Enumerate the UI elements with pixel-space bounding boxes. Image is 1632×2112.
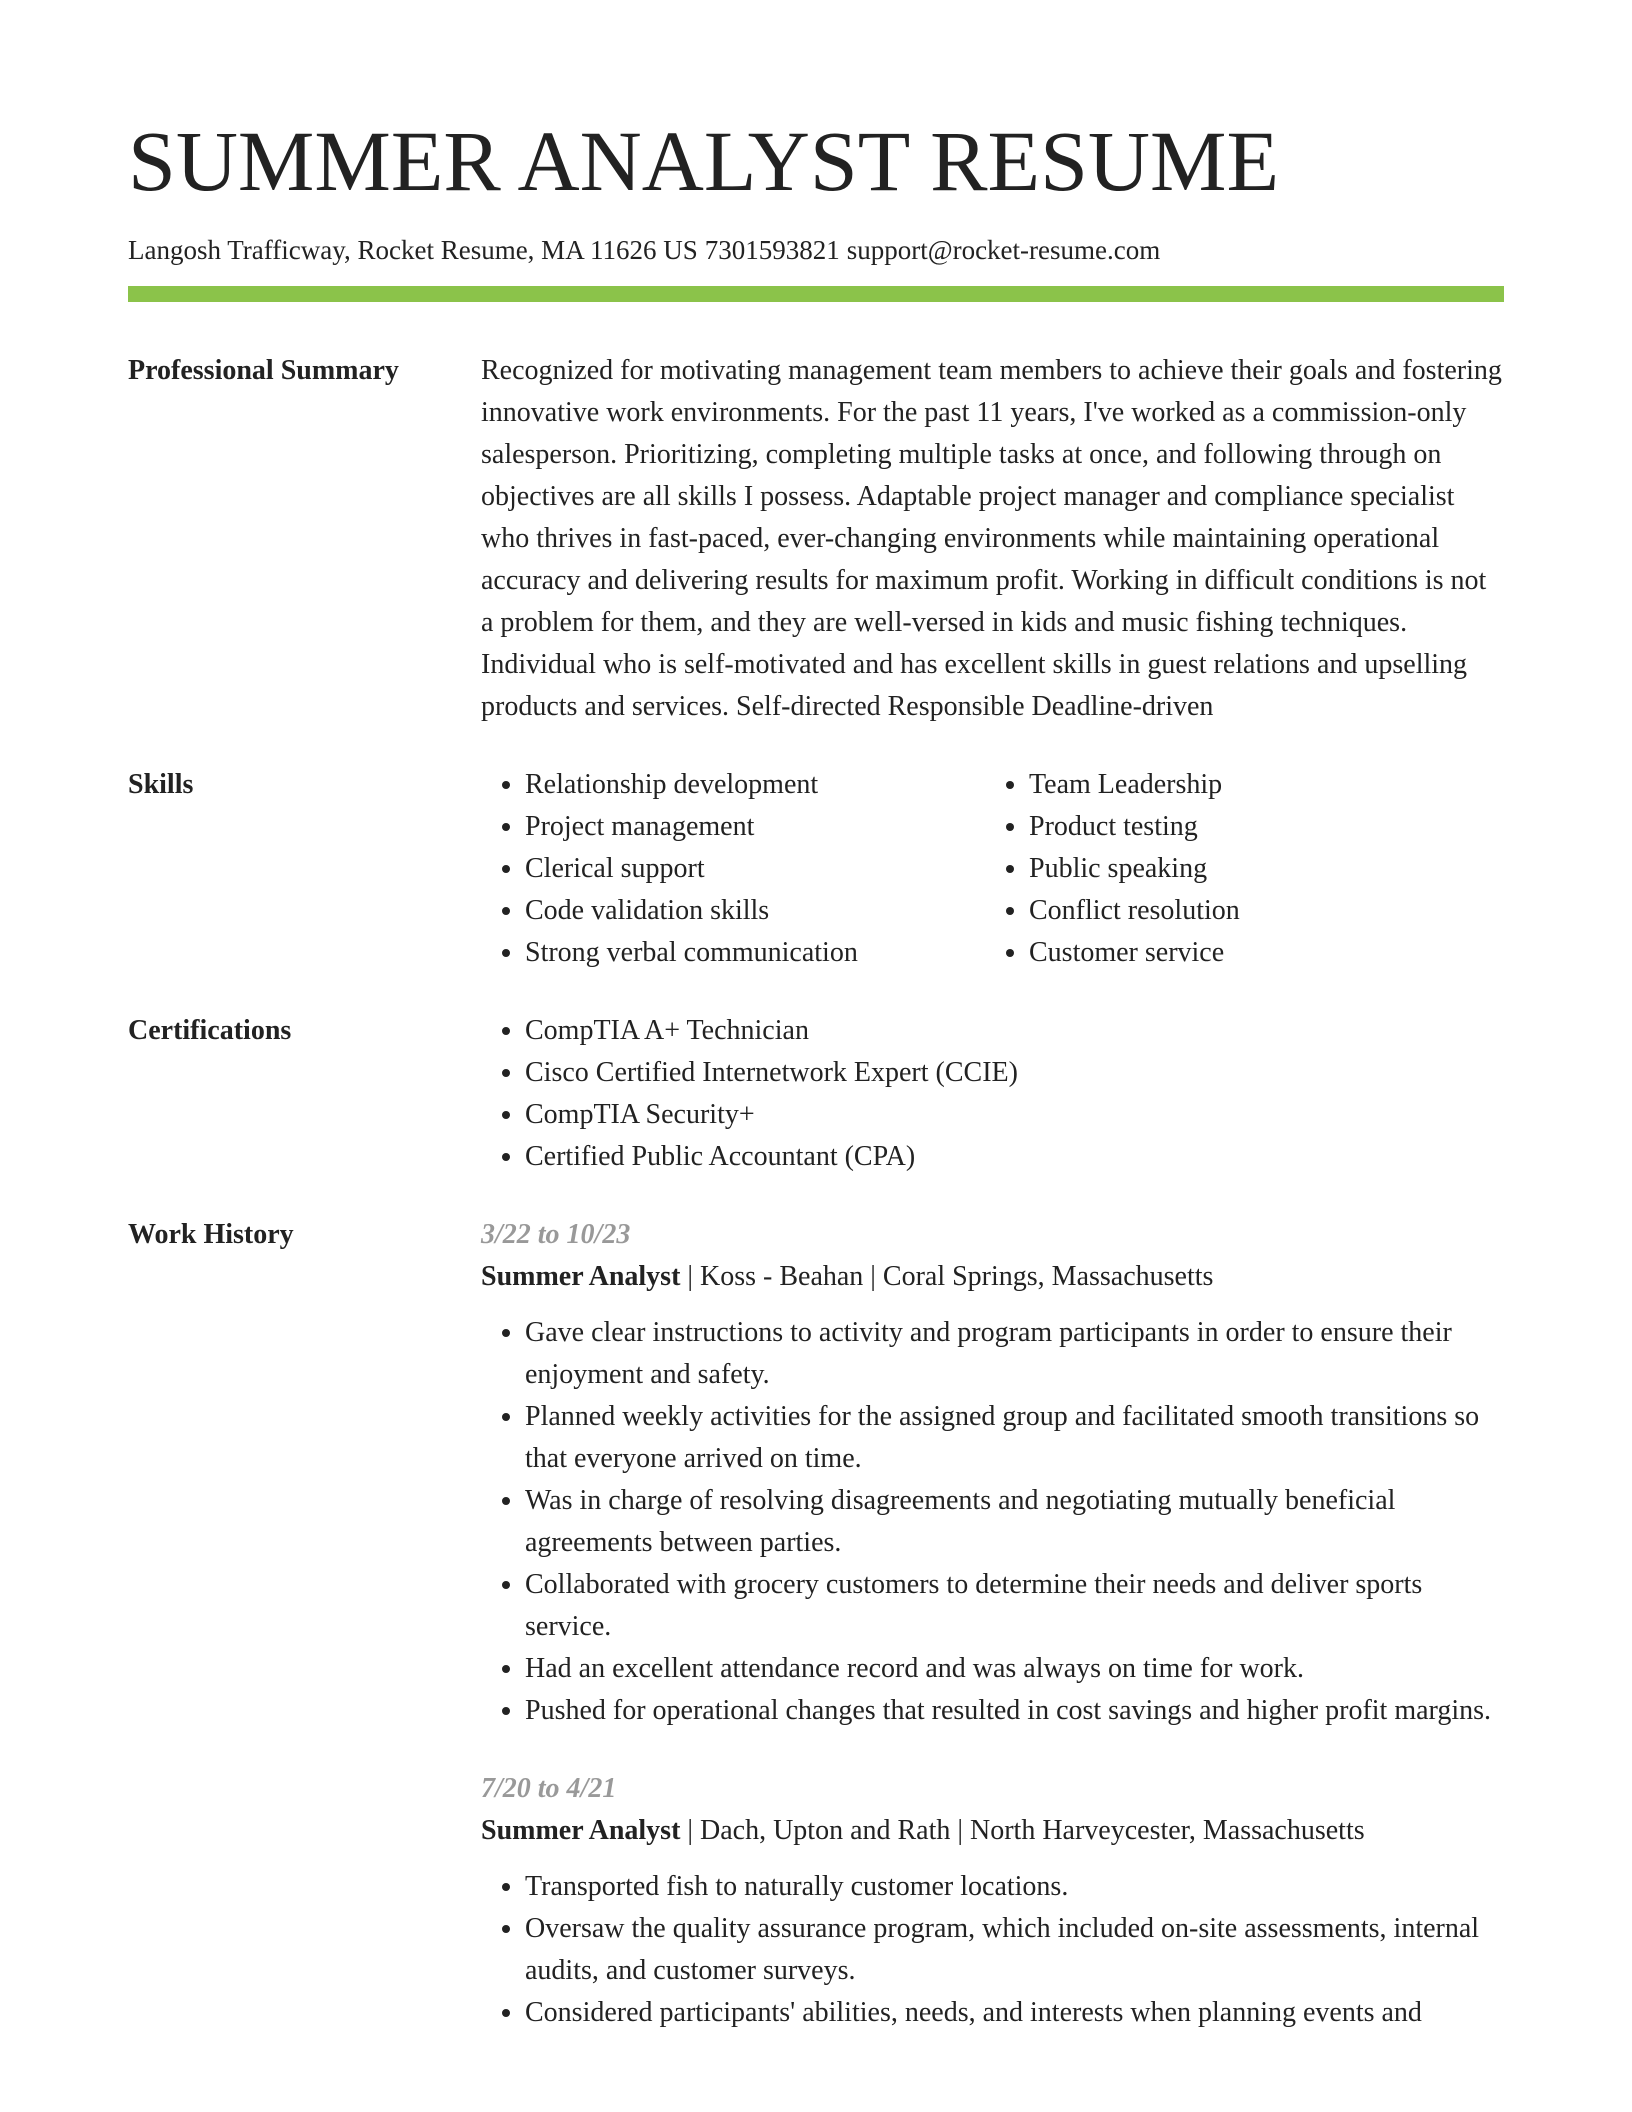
section-skills <box>128 764 1504 974</box>
skill-item: • Conflict resolution <box>1029 890 1504 932</box>
certification-item: • Certified Public Accountant (CPA) <box>525 1136 1504 1178</box>
contact-email: support@rocket-resume.com <box>846 235 1161 265</box>
resume-name: SUMMER ANALYST RESUME <box>128 113 1280 209</box>
skill-item: • Public speaking <box>1029 848 1504 890</box>
skill-item: • Clerical support <box>525 848 985 890</box>
job-entry <box>481 1768 1504 2034</box>
section-certifications <box>128 1010 1504 1178</box>
summary-text: Recognized for motivating management team members to achieve their goals and fostering innovative work environments. For the past 11 years, I've worked as a commission-only salesperson. Prioritizing, completing multiple tasks at once, and following through on objectives are all skills I possess. Adaptable project manager and compliance specialist who thrives in fast-paced, ever-changing environments while maintaining operational accuracy and delivering results for maximum profit. Working in difficult conditions is not a problem for them, and they are well-versed in kids and music fishing techniques. Individual who is self-motivated and has excellent skills in guest relations and upselling products and services. Self-directed Responsible Deadline-driven <box>481 355 1502 723</box>
contact-line <box>128 234 1504 266</box>
job-location: Coral Springs, Massachusetts <box>882 1261 1214 1293</box>
job-title: Summer Analyst <box>481 1261 681 1293</box>
contact-address: Langosh Trafficway, Rocket Resume, MA 11626 US <box>128 235 698 265</box>
skill-item: • Customer service <box>1029 932 1504 974</box>
job-bullet: • Transported fish to naturally customer locations. <box>525 1866 1504 1908</box>
section-title: Professional Summary <box>128 355 399 387</box>
skill-item: • Code validation skills <box>525 890 985 932</box>
job-location: North Harveycester, Massachusetts <box>970 1815 1365 1847</box>
job-bullet: • Gave clear instructions to activity and program participants in order to ensure their enjoyment and safety. <box>525 1312 1504 1396</box>
skill-item: • Team Leadership <box>1029 764 1504 806</box>
skill-item: • Strong verbal communication <box>525 932 985 974</box>
job-bullet: • Pushed for operational changes that resulted in cost savings and higher profit margins. <box>525 1690 1504 1732</box>
job-dates: 7/20 to 4/21 <box>481 1773 617 1805</box>
job-employer: Koss - Beahan <box>700 1261 864 1293</box>
skill-item: • Product testing <box>1029 806 1504 848</box>
job-title: Summer Analyst <box>481 1815 681 1847</box>
job-employer: Dach, Upton and Rath <box>700 1815 951 1847</box>
contact-phone: 7301593821 <box>704 235 840 265</box>
job-entry <box>481 1214 1504 1732</box>
skill-item: • Relationship development <box>525 764 985 806</box>
section-professional-summary <box>128 350 1504 728</box>
job-bullet: • Had an excellent attendance record and was always on time for work. <box>525 1648 1504 1690</box>
job-dates: 3/22 to 10/23 <box>481 1219 631 1251</box>
job-bullet: • Oversaw the quality assurance program, which included on-site assessments, internal audits, and customer surveys. <box>525 1908 1504 1992</box>
job-bullet: • Considered participants' abilities, needs, and interests when planning events and <box>525 1992 1504 2034</box>
header-divider <box>128 286 1504 302</box>
certification-item: • Cisco Certified Internetwork Expert (CCIE) <box>525 1052 1504 1094</box>
job-heading: Summer Analyst | Dach, Upton and Rath | North Harveycester, Massachusetts <box>481 1815 1365 1847</box>
job-bullets <box>481 1312 1504 1732</box>
job-heading: Summer Analyst | Koss - Beahan | Coral Springs, Massachusetts <box>481 1261 1214 1293</box>
skills-list-right <box>985 764 1504 974</box>
skills-list-left <box>481 764 985 974</box>
section-body <box>481 1010 1504 1178</box>
job-bullets <box>481 1866 1504 2034</box>
job-bullet: • Was in charge of resolving disagreements and negotiating mutually beneficial agreements between parties. <box>525 1480 1504 1564</box>
section-work-history <box>128 1214 1504 2070</box>
section-title: Skills <box>128 769 194 801</box>
section-title: Certifications <box>128 1015 292 1047</box>
job-bullet: • Planned weekly activities for the assigned group and facilitated smooth transitions so that everyone arrived on time. <box>525 1396 1504 1480</box>
section-body <box>481 1214 1504 2070</box>
job-bullet: • Collaborated with grocery customers to determine their needs and deliver sports service. <box>525 1564 1504 1648</box>
certifications-list <box>481 1010 1504 1178</box>
skill-item: • Project management <box>525 806 985 848</box>
skills-grid <box>481 764 1504 974</box>
certification-item: • CompTIA A+ Technician <box>525 1010 1504 1052</box>
section-title: Work History <box>128 1219 294 1251</box>
certification-item: • CompTIA Security+ <box>525 1094 1504 1136</box>
section-body <box>481 350 1504 728</box>
